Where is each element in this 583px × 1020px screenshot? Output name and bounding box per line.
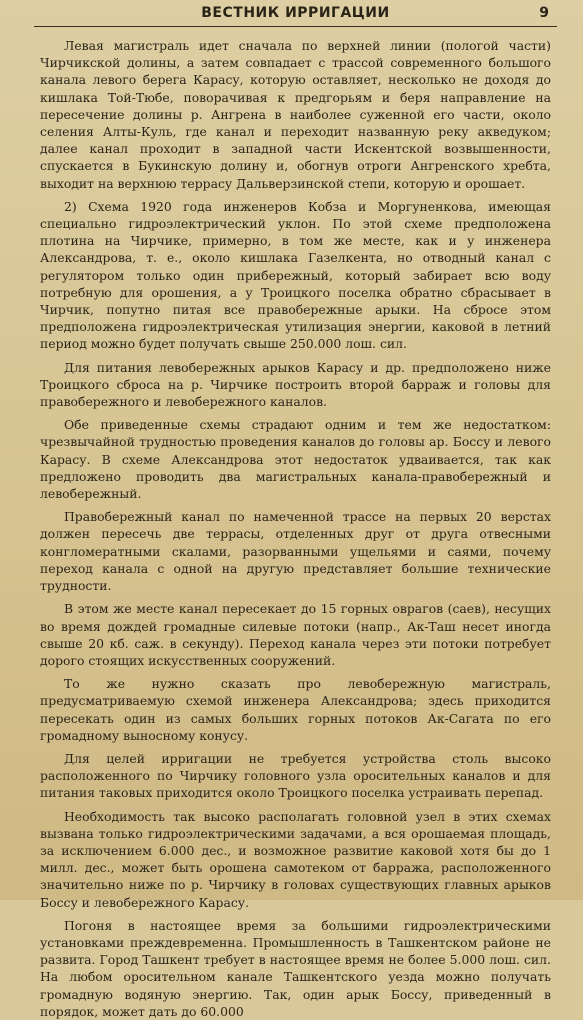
body-text: [40, 37, 551, 1020]
paragraph: Обе приведенные схемы страдают одним и тем же недостатком: чрезвычайной трудностью проведения каналов до головы ар. Боссу и левого Карасу. В схеме Александрова этот недостаток удваивается, так как предложено проводить два магистральных канала-правобережный и левобережный.: [40, 417, 551, 502]
paragraph: Левая магистраль идет сначала по верхней линии (пологой части) Чирчикской долины, а затем совпадает с трассой современного большого канала левого берега Карасу, которую оставляет, несколько не доходя до кишлака Той-Тюбе, поворачивая к предгорьям и беря направление на пересечение долины р. Ангрена в наиболее суженной его части, около селения Алты-Куль, где канал и переходит названную реку акведуком; далее канал проходит в западной части Искентской возвышенности, спускается в Букинскую долину и, обогнув отроги Ангренского хребта, выходит на верхнюю террасу Дальверзинской степи, которую и орошает.: [40, 38, 551, 191]
paragraph: Правобережный канал по намеченной трассе на первых 20 верстах должен пересечь две террасы, отделенных друг от друга отвесными конгломератными скалами, разорванными ущельями и саями, почему переход канала с одной на другую представляет большие технические трудности.: [40, 509, 551, 594]
page-number: 9: [539, 5, 549, 21]
paragraph: Для питания левобережных арыков Карасу и др. предположено ниже Троицкого сброса на р. Чирчике построить второй барраж и головы для правобережного и левобережного каналов.: [40, 359, 551, 410]
paragraph: Необходимость так высоко располагать головной узел в этих схемах вызвана только гидроэлектрическими задачами, а вся орошаемая площадь, за исключением 6.000 дес., и возможное развитие каковой хотя бы до 1 милл. дес., может быть орошена самотеком от барража, расположенного значительно ниже по р. Чирчику в головах существующих главных арыков Боссу и левобережного Карасу.: [40, 808, 551, 910]
paragraph: Для целей ирригации не требуется устройства столь высоко расположенного по Чирчику головного узла оросительных каналов и для питания таковых приходится около Троицкого поселка устраивать перепад.: [40, 750, 551, 801]
journal-title: ВЕСТНИК ИРРИГАЦИИ: [201, 5, 390, 21]
paragraph: В этом же месте канал пересекает до 15 горных оврагов (саев), несущих во время дождей громадные силевые потоки (напр., Ак-Таш несет иногда свыше 20 кб. саж. в секунду). Переход канала через эти потоки потребует дорого стоящих искусственных сооружений.: [40, 601, 551, 668]
paragraph: 2) Схема 1920 года инженеров Кобза и Моргуненкова, имеющая специально гидроэлектрический уклон. По этой схеме предположена плотина на Чирчике, примерно, в том же месте, как и у инженера Александрова, т. е., около кишлака Газелкента, но отводный канал с регулятором только один прибережный, который забирает всю воду потребную для орошения, а у Троицкого поселка обратно сбрасывает в Чирчик, попутно питая все правобережные арыки. На сбросе этом предположена гидроэлектрическая утилизация энергии, каковой в летний период можно будет получать свыше 250.000 лош. сил.: [40, 198, 551, 352]
running-header: [34, 0, 557, 27]
paragraph: Погоня в настоящее время за большими гидроэлектрическими установками преждевременна. Промышленность в Ташкентском районе не развита. Город Ташкент требует в настоящее время не более 5.000 лош. сил. На любом оросительном канале Ташкентского уезда можно получать громадную водяную энергию. Так, один арык Боссу, приведенный в порядок, может дать до 60.000: [40, 917, 551, 1019]
paragraph: То же нужно сказать про левобережную магистраль, предусматриваемую схемой инженера Александрова; здесь приходится пересекать один из самых больших горных потоков Ак-Сагата по его громадному выносному конусу.: [40, 676, 551, 743]
